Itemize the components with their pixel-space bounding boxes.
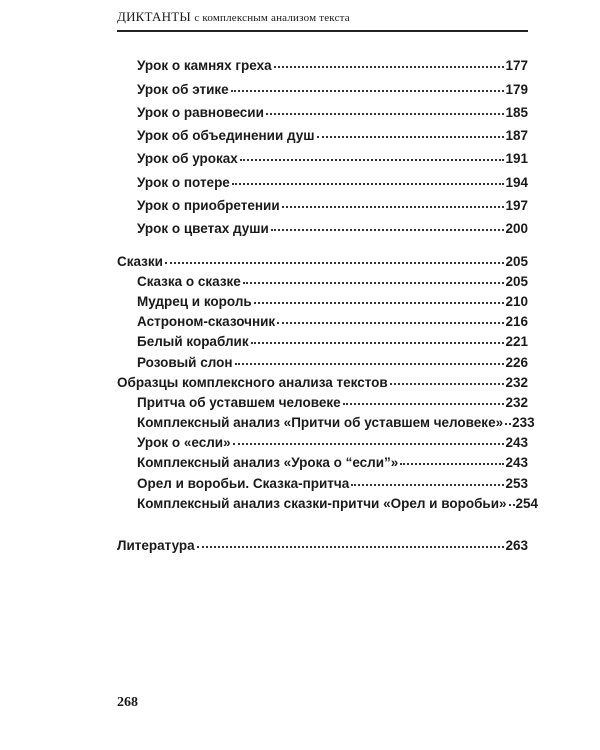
toc-entry-title: Притча об уставшем человеке	[137, 394, 341, 410]
dot-leader	[254, 302, 505, 304]
toc-entry	[117, 390, 528, 410]
toc-entry	[117, 73, 528, 96]
toc-entry-page: 210	[505, 293, 528, 309]
toc-entry	[117, 289, 528, 309]
dot-leader	[400, 463, 504, 465]
dot-leader	[317, 136, 505, 138]
toc-entry-title: Урок о камнях греха	[137, 58, 272, 74]
toc-entry	[117, 430, 528, 450]
dot-leader	[282, 206, 505, 208]
toc-entry-page: 216	[505, 314, 528, 330]
dot-leader	[390, 383, 505, 385]
toc-entry	[117, 470, 528, 490]
dot-leader	[509, 504, 515, 506]
toc-entry	[117, 213, 528, 236]
toc-entry	[117, 309, 528, 329]
toc-entry-title: Мудрец и король	[137, 293, 252, 309]
toc-entry	[117, 329, 528, 349]
toc-entry-title: Комплексный анализ сказки-притчи «Орел и воробьи»	[137, 495, 507, 511]
toc-section	[117, 533, 528, 553]
dot-leader	[277, 322, 504, 324]
toc-entry-page: 177	[505, 58, 528, 74]
dot-leader	[505, 423, 511, 425]
toc-group-lessons	[117, 50, 528, 236]
toc-entry-page: 191	[505, 151, 528, 167]
running-header	[117, 9, 350, 25]
dot-leader	[243, 282, 505, 284]
toc-entry-title: Орел и воробьи. Сказка-притча	[137, 475, 350, 491]
toc-section	[117, 248, 528, 268]
toc-entry-page: 187	[505, 128, 528, 144]
toc-entry-page: 197	[505, 198, 528, 214]
toc-entry-page: 194	[505, 174, 528, 190]
dot-leader	[232, 183, 505, 185]
toc-entry	[117, 491, 539, 511]
toc-entry-page: 232	[505, 374, 528, 390]
toc-entry	[117, 190, 528, 213]
toc-entry-title: Урок о равновесии	[137, 104, 264, 120]
dot-leader	[235, 363, 505, 365]
toc-entry-title: Урок об объединении душ	[137, 128, 315, 144]
header-rule	[117, 30, 528, 32]
toc-entry-title: Розовый слон	[137, 354, 233, 370]
dot-leader	[271, 229, 505, 231]
toc-entry-title: Образцы комплексного анализа текстов	[117, 374, 388, 390]
toc-entry-title: Сказки	[117, 253, 163, 269]
running-header-caps: ДИКТАНТЫ	[117, 9, 191, 24]
dot-leader	[266, 113, 505, 115]
toc-entry-title: Астроном-сказочник	[137, 314, 276, 330]
toc-entry	[117, 120, 528, 143]
toc-entry-page: 254	[515, 495, 539, 511]
toc-entry-page: 179	[505, 81, 528, 97]
toc-entry-page: 226	[505, 354, 528, 370]
toc-entry-page: 221	[505, 334, 528, 350]
toc-entry-page: 205	[505, 253, 528, 269]
toc-entry-page: 243	[505, 435, 528, 451]
toc-entry-title: Урок о «если»	[137, 435, 231, 451]
dot-leader	[274, 66, 505, 68]
dot-leader	[351, 484, 504, 486]
toc-entry-title: Комплексный анализ «Притчи об уставшем человеке»	[137, 415, 504, 431]
toc-entry-title: Урок о приобретении	[137, 198, 280, 214]
toc-entry	[117, 97, 528, 120]
toc-entry-page: 232	[505, 394, 528, 410]
toc-entry	[117, 450, 528, 470]
toc-entry-page: 200	[505, 221, 528, 237]
dot-leader	[233, 443, 505, 445]
dot-leader	[251, 342, 505, 344]
toc-section	[117, 370, 528, 390]
toc-entry-page: 185	[505, 104, 528, 120]
toc-entry	[117, 50, 528, 73]
toc-entry	[117, 410, 535, 431]
toc-group-literature	[117, 533, 528, 553]
dot-leader	[165, 262, 505, 264]
toc-entry-title: Урок об этике	[137, 81, 229, 97]
table-of-contents	[117, 50, 539, 553]
toc-entry	[117, 166, 528, 189]
page-number: 268	[117, 695, 138, 710]
toc-entry-page: 243	[505, 455, 528, 471]
toc-entry-title: Урок о цветах души	[137, 221, 269, 237]
toc-group-tales	[117, 248, 539, 511]
toc-entry-title: Белый кораблик	[137, 334, 249, 350]
toc-entry	[117, 269, 528, 289]
toc-entry-page: 205	[505, 273, 528, 289]
toc-entry	[117, 143, 528, 166]
toc-entry-title: Комплексный анализ «Урока о “если”»	[137, 455, 399, 471]
dot-leader	[343, 403, 505, 405]
running-header-rest: с комплексным анализом текста	[194, 12, 350, 24]
dot-leader	[240, 159, 505, 161]
toc-entry-page: 253	[505, 475, 528, 491]
toc-entry-title: Урок об уроках	[137, 151, 238, 167]
toc-entry-page: 263	[505, 538, 528, 553]
toc-entry-title: Литература	[117, 538, 195, 553]
toc-entry-title: Урок о потере	[137, 174, 230, 190]
toc-entry	[117, 349, 528, 369]
toc-entry-page: 233	[512, 415, 535, 431]
toc-entry-title: Сказка о сказке	[137, 273, 241, 289]
dot-leader	[231, 90, 505, 92]
dot-leader	[197, 546, 505, 548]
